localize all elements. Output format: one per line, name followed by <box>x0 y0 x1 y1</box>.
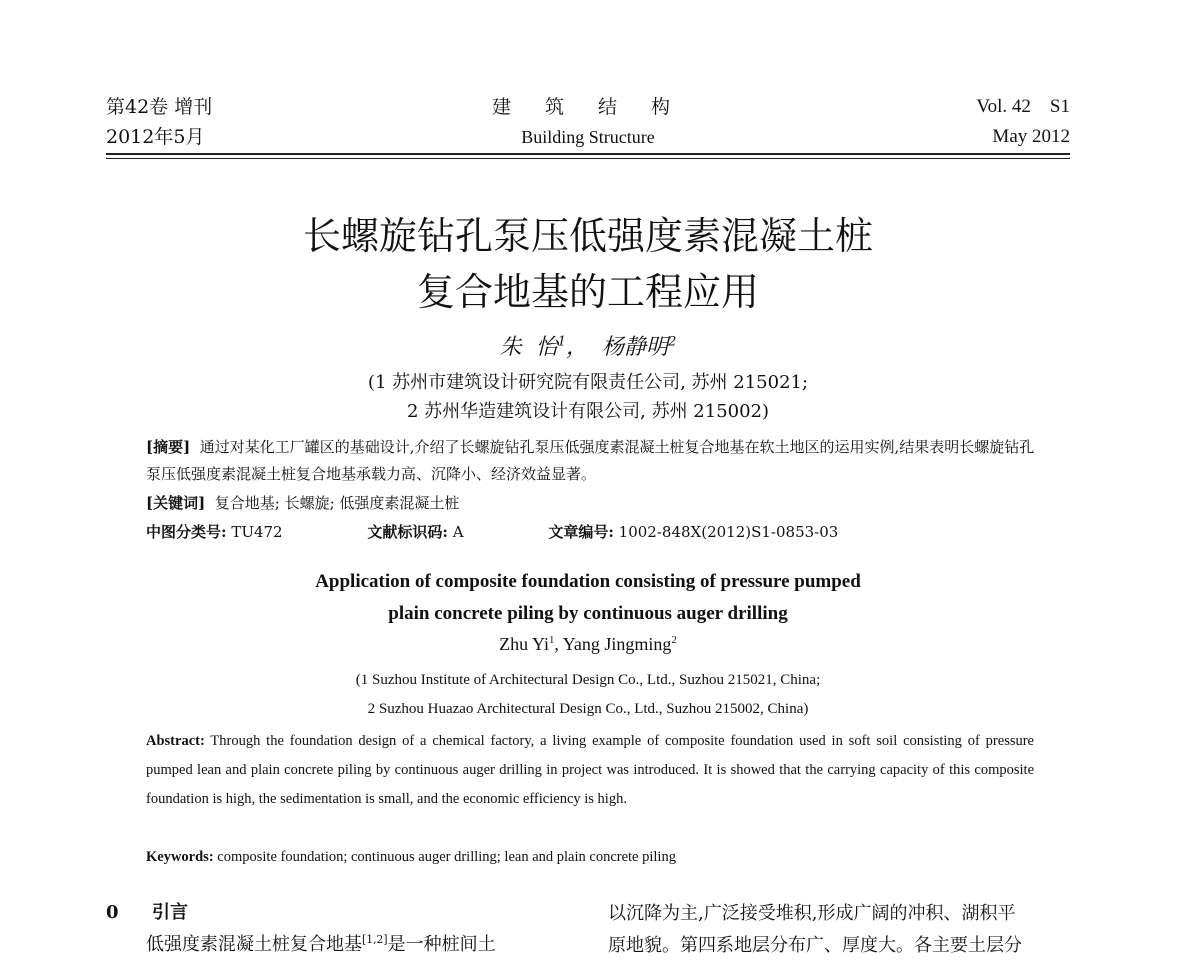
author2-cn: 杨静明 <box>601 335 668 360</box>
author1-cn-sup: 1 <box>557 334 566 350</box>
affiliation-cn-2: 2 苏州华造建筑设计有限公司, 苏州 215002) <box>406 401 770 422</box>
author2-en-sup: 2 <box>671 634 677 646</box>
keywords-en-text: composite foundation; continuous auger drilling; lean and plain concrete piling <box>213 849 676 865</box>
abstract-cn-label: [摘要] <box>146 438 191 456</box>
header-rule-thick <box>106 153 1070 155</box>
keywords-cn <box>146 490 1046 517</box>
clc-value: TU472 <box>231 523 283 541</box>
date-en: May 2012 <box>992 126 1070 147</box>
author-separator-en: , <box>554 634 563 654</box>
body-left-column <box>146 930 576 956</box>
keywords-cn-label: [关键词] <box>146 494 206 512</box>
body-right-line1: 以沉降为主,广泛接受堆积,形成广阔的冲积、湖积平 <box>608 903 1016 924</box>
title-cn <box>0 208 1176 320</box>
body-left-ref: [1,2] <box>362 933 388 946</box>
affiliations-cn <box>0 368 1176 426</box>
volume-en: Vol. 42 S1 <box>976 96 1070 117</box>
date-cn: 2012年5月 <box>106 126 205 148</box>
title-en-line2: plain concrete piling by continuous auger drilling <box>388 603 788 624</box>
article-no-value: 1002-848X(2012)S1-0853-03 <box>618 523 839 541</box>
doc-code-value: A <box>452 523 464 541</box>
title-en-line1: Application of composite foundation consisting of pressure pumped <box>315 571 861 592</box>
author2-cn-sup: 2 <box>668 334 677 350</box>
section-number: 0 <box>106 902 119 923</box>
author1-en: Zhu Yi <box>499 634 549 654</box>
title-en <box>0 566 1176 630</box>
section-title: 引言 <box>152 902 188 923</box>
section-heading <box>106 898 188 924</box>
doc-code-label: 文献标识码: <box>367 523 448 541</box>
journal-name-cn: 建 筑 结 构 <box>491 96 685 118</box>
body-right-line2: 原地貌。第四系地层分布广、厚度大。各主要土层分 <box>608 935 1022 956</box>
header-right <box>976 92 1070 152</box>
article-no-label: 文章编号: <box>548 523 614 541</box>
affiliation-en-2: 2 Suzhou Huazao Architectural Design Co., Ltd., Suzhou 215002, China) <box>367 701 809 717</box>
classification-line <box>146 519 1046 546</box>
affiliation-cn-1: (1 苏州市建筑设计研究院有限责任公司, 苏州 215021; <box>367 372 809 393</box>
author1-cn: 朱 怡 <box>499 335 558 360</box>
keywords-en <box>146 843 676 872</box>
author2-en: Yang Jingming <box>562 634 672 654</box>
volume-cn: 第42卷 增刊 <box>106 96 213 118</box>
keywords-en-label: Keywords: <box>146 849 214 865</box>
author1-en-sup: 1 <box>548 634 555 646</box>
authors-en <box>0 634 1176 655</box>
affiliations-en <box>0 666 1176 724</box>
abstract-cn <box>146 434 1046 488</box>
authors-cn <box>0 330 1176 361</box>
body-right-column <box>608 898 1078 962</box>
header-rule-thin <box>106 158 1070 159</box>
body-left-text: 低强度素混凝土桩复合地基 <box>146 934 362 955</box>
abstract-en-label: Abstract: <box>146 733 205 749</box>
abstract-en-text: Through the foundation design of a chemical factory, a living example of composite foundation used in soft soil consisting of pressure pumped lean and plain concrete piling by continuous auger drilling in project was introduced. It is showed that the carrying capacity of this composite foundation is high, the sedimentation is small, and the economic efficiency is high. <box>146 733 1034 807</box>
affiliation-en-1: (1 Suzhou Institute of Architectural Design Co., Ltd., Suzhou 215021, China; <box>355 672 821 688</box>
body-left-text2: 是一种桩间土 <box>387 934 496 955</box>
title-cn-line2: 复合地基的工程应用 <box>416 270 759 314</box>
abstract-cn-text: 通过对某化工厂罐区的基础设计,介绍了长螺旋钻孔泵压低强度素混凝土桩复合地基在软土地区的运用实例,结果表明长螺旋钻孔泵压低强度素混凝土桩复合地基承载力高、沉降小、经济效益显著。 <box>146 438 1035 483</box>
clc-label: 中图分类号: <box>146 523 227 541</box>
abstract-en <box>146 727 1034 814</box>
keywords-cn-text: 复合地基; 长螺旋; 低强度素混凝土桩 <box>214 494 460 512</box>
title-cn-line1: 长螺旋钻孔泵压低强度素混凝土桩 <box>302 214 873 258</box>
journal-name-en: Building Structure <box>521 127 655 147</box>
author-separator-cn: ， <box>565 335 602 360</box>
